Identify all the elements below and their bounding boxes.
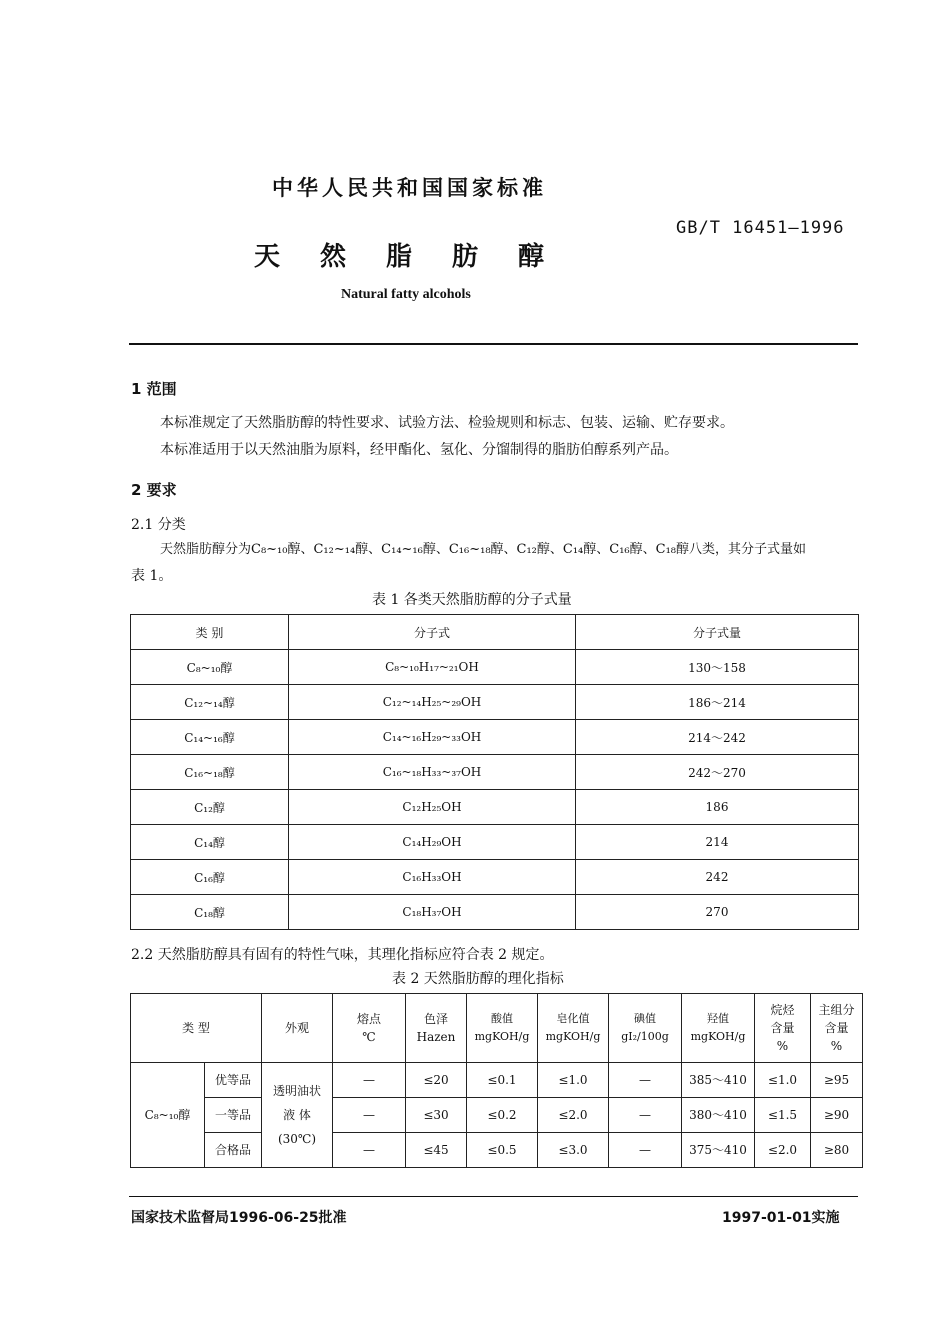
table-row bbox=[131, 720, 859, 755]
table-row bbox=[131, 1133, 863, 1168]
table-2 bbox=[130, 993, 863, 1168]
table-cell: ≤0.5 bbox=[467, 1133, 538, 1168]
table-row bbox=[131, 685, 859, 720]
table-cell: ≤30 bbox=[406, 1098, 467, 1133]
section-1-heading: 1 范围 bbox=[131, 380, 177, 398]
table-cell: ≥80 bbox=[811, 1133, 863, 1168]
approval-line: 国家技术监督局1996-06-25批准 bbox=[131, 1210, 347, 1226]
table-2-header-acid: 酸值 mgKOH/g bbox=[467, 994, 538, 1063]
table-cell: ≤1.0 bbox=[538, 1063, 609, 1098]
table-2-header-sapon: 皂化值 mgKOH/g bbox=[538, 994, 609, 1063]
table-cell: 242 bbox=[576, 860, 859, 895]
table-cell: C₁₆~₁₈H₃₃~₃₇OH bbox=[289, 755, 576, 790]
document-title: 天然脂肪醇 bbox=[254, 242, 585, 272]
table-cell: — bbox=[333, 1098, 406, 1133]
table-cell: — bbox=[333, 1133, 406, 1168]
table-cell: ≤45 bbox=[406, 1133, 467, 1168]
table-cell: ≤3.0 bbox=[538, 1133, 609, 1168]
table-1-header-cell: 分子式量 bbox=[576, 615, 859, 650]
table-cell: C₁₂H₂₅OH bbox=[289, 790, 576, 825]
table-cell: 380～410 bbox=[682, 1098, 755, 1133]
table-cell: C₁₂~₁₄醇 bbox=[131, 685, 289, 720]
table-cell: 270 bbox=[576, 895, 859, 930]
table-row bbox=[131, 755, 859, 790]
table-cell: C₁₆~₁₈醇 bbox=[131, 755, 289, 790]
table-2-appearance: 透明油状 液 体 (30℃) bbox=[262, 1063, 333, 1168]
section-2-heading: 2 要求 bbox=[131, 481, 177, 499]
table-cell: ≤0.1 bbox=[467, 1063, 538, 1098]
table-cell: — bbox=[609, 1098, 682, 1133]
table-cell: 375～410 bbox=[682, 1133, 755, 1168]
table-2-header-iodine: 碘值 gI₂/100g bbox=[609, 994, 682, 1063]
table-cell: ≤1.0 bbox=[755, 1063, 811, 1098]
section-2-1-text: 天然脂肪醇分为C₈~₁₀醇、C₁₂~₁₄醇、C₁₄~₁₆醇、C₁₆~₁₈醇、C₁₂醇、C₁₄醇、C₁₆醇、C₁₈醇八类，其分子式量如 bbox=[160, 542, 807, 557]
table-cell: 合格品 bbox=[205, 1133, 262, 1168]
table-cell: ≤2.0 bbox=[538, 1098, 609, 1133]
table-2-caption: 表 2 天然脂肪醇的理化指标 bbox=[392, 971, 564, 987]
table-cell: 186 bbox=[576, 790, 859, 825]
table-cell: 一等品 bbox=[205, 1098, 262, 1133]
table-cell: ≤1.5 bbox=[755, 1098, 811, 1133]
section-2-1-heading: 2.1 分类 bbox=[131, 517, 186, 533]
section-1-paragraph-2: 本标准适用于以天然油脂为原料，经甲酯化、氢化、分馏制得的脂肪伯醇系列产品。 bbox=[160, 442, 678, 458]
section-1-paragraph-1: 本标准规定了天然脂肪醇的特性要求、试验方法、检验规则和标志、包装、运输、贮存要求。 bbox=[160, 415, 734, 431]
english-title: Natural fatty alcohols bbox=[341, 287, 471, 302]
section-2-1-text-cont: 表 1。 bbox=[131, 568, 173, 584]
table-cell: C₁₆醇 bbox=[131, 860, 289, 895]
table-cell: 130～158 bbox=[576, 650, 859, 685]
table-row bbox=[131, 1063, 863, 1098]
table-2-product: C₈~₁₀醇 bbox=[131, 1063, 205, 1168]
table-row bbox=[131, 895, 859, 930]
table-row bbox=[131, 790, 859, 825]
table-cell: 214 bbox=[576, 825, 859, 860]
table-cell: C₁₆H₃₃OH bbox=[289, 860, 576, 895]
table-1-header-cell: 分子式 bbox=[289, 615, 576, 650]
table-cell: C₁₄醇 bbox=[131, 825, 289, 860]
table-cell: — bbox=[333, 1063, 406, 1098]
table-1-caption: 表 1 各类天然脂肪醇的分子式量 bbox=[372, 592, 572, 608]
org-title: 中华人民共和国国家标准 bbox=[272, 176, 547, 200]
table-cell: C₁₄~₁₆醇 bbox=[131, 720, 289, 755]
table-cell: C₁₄~₁₆H₂₉~₃₃OH bbox=[289, 720, 576, 755]
table-cell: C₁₈醇 bbox=[131, 895, 289, 930]
table-cell: 214～242 bbox=[576, 720, 859, 755]
bottom-rule bbox=[129, 1196, 858, 1197]
table-cell: — bbox=[609, 1133, 682, 1168]
table-cell: 186～214 bbox=[576, 685, 859, 720]
table-2-header-appearance: 外观 bbox=[262, 994, 333, 1063]
table-2-header-color: 色泽 Hazen bbox=[406, 994, 467, 1063]
table-cell: ≤0.2 bbox=[467, 1098, 538, 1133]
section-2-2-text: 2.2 天然脂肪醇具有固有的特性气味，其理化指标应符合表 2 规定。 bbox=[131, 947, 554, 963]
table-2-header-hydrocarbon: 烷烃 含量 % bbox=[755, 994, 811, 1063]
table-1 bbox=[130, 614, 859, 930]
standard-number: GB/T 16451—1996 bbox=[676, 218, 845, 238]
table-cell: ≤2.0 bbox=[755, 1133, 811, 1168]
table-cell: C₁₈H₃₇OH bbox=[289, 895, 576, 930]
table-row bbox=[131, 860, 859, 895]
table-cell: C₁₄H₂₉OH bbox=[289, 825, 576, 860]
table-cell: ≤20 bbox=[406, 1063, 467, 1098]
top-rule bbox=[129, 343, 858, 345]
table-cell: ≥90 bbox=[811, 1098, 863, 1133]
table-cell: C₁₂~₁₄H₂₅~₂₉OH bbox=[289, 685, 576, 720]
table-cell: 优等品 bbox=[205, 1063, 262, 1098]
table-cell: 385～410 bbox=[682, 1063, 755, 1098]
table-cell: — bbox=[609, 1063, 682, 1098]
table-cell: C₁₂醇 bbox=[131, 790, 289, 825]
table-2-header-row bbox=[131, 994, 863, 1063]
table-cell: C₈~₁₀醇 bbox=[131, 650, 289, 685]
table-2-header-main: 主组分 含量 % bbox=[811, 994, 863, 1063]
table-cell: ≥95 bbox=[811, 1063, 863, 1098]
table-cell: 242～270 bbox=[576, 755, 859, 790]
table-row bbox=[131, 650, 859, 685]
table-1-header-cell: 类 别 bbox=[131, 615, 289, 650]
table-row bbox=[131, 1098, 863, 1133]
table-2-header-hydroxyl: 羟值 mgKOH/g bbox=[682, 994, 755, 1063]
table-2-header-melting: 熔点 ℃ bbox=[333, 994, 406, 1063]
table-2-header-type: 类 型 bbox=[131, 994, 262, 1063]
table-row bbox=[131, 825, 859, 860]
table-1-header-row bbox=[131, 615, 859, 650]
table-cell: C₈~₁₀H₁₇~₂₁OH bbox=[289, 650, 576, 685]
implementation-date: 1997-01-01实施 bbox=[722, 1210, 840, 1226]
